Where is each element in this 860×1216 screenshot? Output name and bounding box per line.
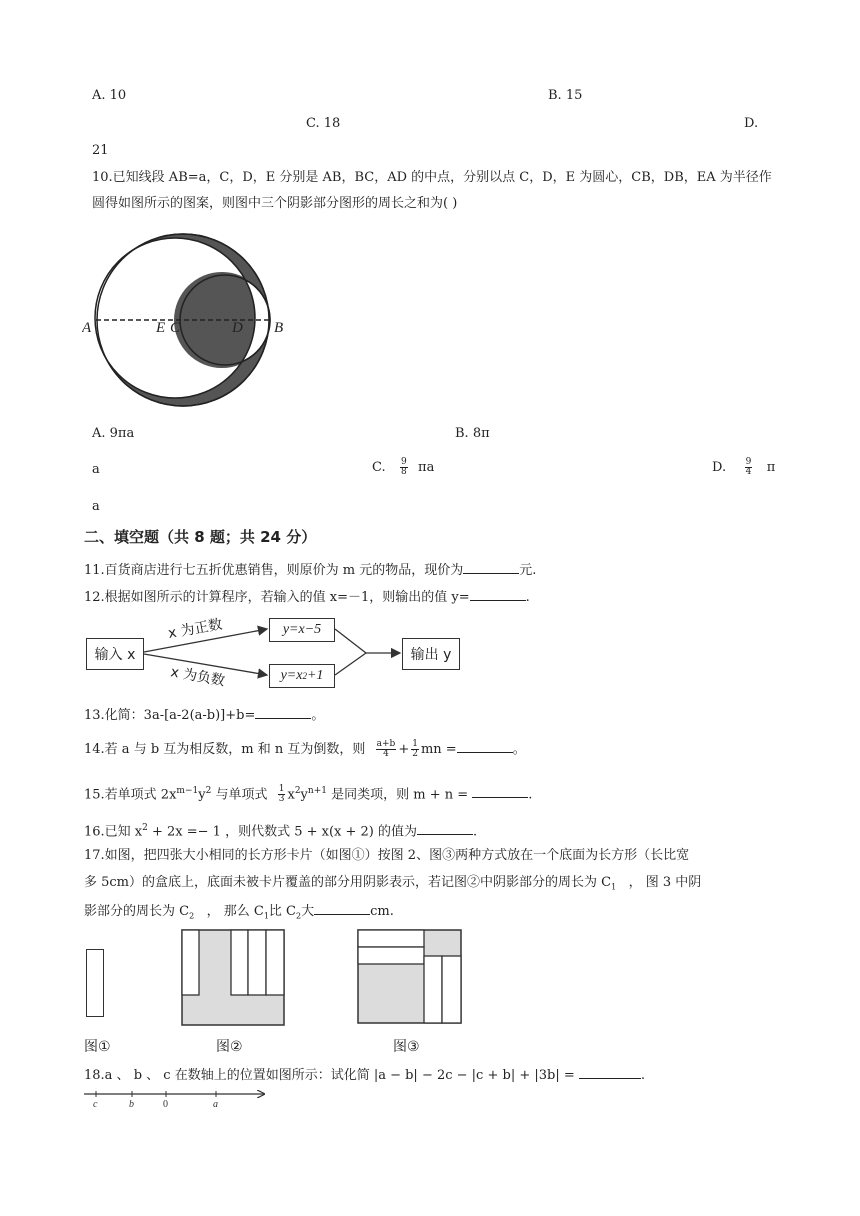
q9-option-a: A. 10	[92, 88, 127, 103]
q17-line3: 影部分的周长为 $C_2$ ， 那么 $C_1$比 $C_2$大 cm.	[84, 904, 394, 921]
q10-stem-line1: 10.已知线段 AB=a，C，D，E 分别是 AB，BC，AD 的中点，分别以点 C，D，E 为圆心，CB，DB，EA 为半径作	[92, 170, 772, 185]
q9-option-b: B. 15	[548, 88, 583, 103]
flow-formula2-box: y=x 2 +1	[269, 664, 335, 688]
flow-output-box: 输出 y	[402, 638, 460, 670]
fig1-card	[86, 949, 104, 1017]
number-line	[82, 1088, 272, 1110]
q14: 14.若 a 与 b 互为相反数，m 和 n 互为倒数，则 $\frac{a+b}{4}$ + $\frac{1}{2}$ mn = 。	[84, 739, 526, 759]
q12: 12.根据如图所示的计算程序，若输入的值 x=－1，则输出的值 y= .	[84, 590, 530, 605]
q10-option-b-tail: a	[92, 462, 100, 477]
fig3-label: 图③	[393, 1039, 420, 1055]
q16: 16.已知 $x^2 + 2x =- 1$ ，则代数式 5 + x(x + 2) 的值为 .	[84, 823, 478, 840]
q18: 18.a 、 b 、 c 在数轴上的位置如图所示：试化简 |a − b| − 2c − |c + b| + |3b| = .	[84, 1068, 646, 1083]
q17-line1: 17.如图，把四张大小相同的长方形卡片（如图①）按图 2、图③两种方式放在一个底面为长方形（长比宽	[84, 848, 690, 863]
q15: 15.若单项式 $2x^{m-1}y^2$ 与单项式 $\frac{1}{3}$ $x^2y^{n+1}$ 是同类项，则 m + n = .	[84, 784, 533, 805]
q11: 11.百货商店进行七五折优惠销售，则原价为 m 元的物品，现价为 元.	[84, 563, 537, 578]
fig1-label: 图①	[84, 1039, 111, 1055]
q10-circles-figure	[82, 216, 302, 416]
flowchart	[84, 612, 464, 696]
axis-label-b: b	[129, 1099, 134, 1110]
section-title: 二、填空题（共 8 题；共 24 分）	[84, 528, 317, 546]
flow-input-box: 输入 x	[86, 638, 144, 670]
axis-label-c: c	[93, 1099, 98, 1110]
q9-option-c: C. 18	[306, 116, 341, 131]
q10-option-d: D. $\frac{9}{4}$ π	[712, 457, 776, 477]
q10-stem-line2: 圆得如图所示的图案，则图中三个阴影部分图形的周长之和为( )	[92, 196, 458, 211]
q9-option-d: D.	[744, 116, 759, 131]
flow-arrows	[84, 612, 464, 696]
fig2-label: 图②	[216, 1039, 243, 1055]
flow-formula1-box: y=x−5	[269, 618, 335, 642]
axis-label-a: a	[213, 1099, 218, 1110]
fig3-box	[357, 929, 463, 1025]
q10-option-c: C. $\frac{9}{8}$ πa	[372, 457, 435, 477]
flow-cond-positive: x 为正数	[166, 616, 224, 642]
label-c: C	[170, 320, 181, 336]
q10-option-b: B. 8π	[455, 426, 490, 441]
label-d: D	[232, 320, 243, 336]
flow-cond-negative: x 为负数	[169, 664, 227, 690]
label-e: E	[156, 320, 166, 336]
q10-option-d-tail: a	[92, 499, 100, 514]
q9-option-d-value: 21	[92, 143, 109, 158]
q10-option-a: A. 9πa	[92, 426, 135, 441]
q17-line2: 多 5cm）的盒底上，底面未被卡片覆盖的部分用阴影表示，若记图②中阴影部分的周长为 $C_1$ ， 图 3 中阴	[84, 875, 702, 892]
q13: 13.化简：3a-[a-2(a-b)]+b= 。	[84, 708, 325, 723]
fig2-box	[181, 929, 285, 1027]
label-b: B	[274, 320, 284, 336]
label-a: A	[82, 320, 92, 336]
axis-label-zero: 0	[163, 1099, 168, 1110]
